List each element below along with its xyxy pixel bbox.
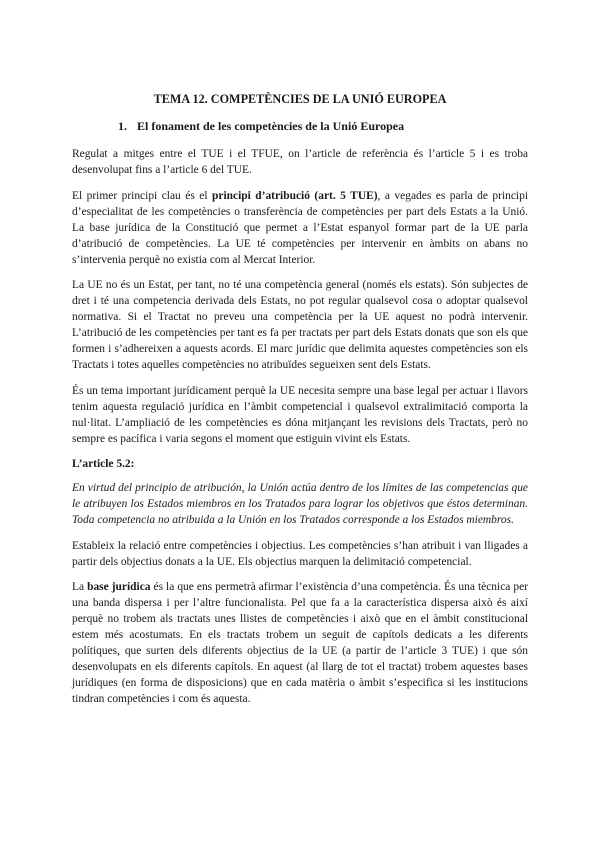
- section-title: El fonament de les competències de la Unió Europea: [137, 119, 405, 133]
- document-title: TEMA 12. COMPETÈNCIES DE LA UNIÓ EUROPEA: [153, 92, 447, 106]
- paragraph-6-text-end: és la que ens permetrà afirmar l’existència d’una competència. És una tècnica per una banda dispersa i per l’altre funcionalista. Pel que fa a la característica dispersa això és així perquè no trobem als tractats unes llistes de competències i això que en el àmbit constitucional estem més acostumats. En els tractats trobem un seguit de capítols dedicats a les diferents polítiques, que surten dels diferents objectius de la UE (a partir de l’article 3 TUE) i que són desenvolupats en els diferents capítols. En aquest (al llarg de tot el tractat) trobem aquestes bases jurídiques (en forma de disposicions) que en cada matèria o àmbit s’especifica si les institucions tindran competències i com és aquesta.: [72, 581, 528, 705]
- section-number: 1.: [118, 119, 127, 133]
- paragraph-1: Regulat a mitges entre el TUE i el TFUE, on l’article de referència és l’article 5 i es troba desenvolupat fins a l’article 6 del TUE.: [72, 148, 528, 176]
- paragraph-6: [72, 579, 528, 707]
- paragraph-5: Estableix la relació entre competències i objectius. Les competències s’han atribuit i van lligades a partir dels objectius donats a la UE. Els objectius marquen la delimitació competencial.: [72, 539, 528, 568]
- document-page: [72, 92, 528, 717]
- paragraph-3: La UE no és un Estat, per tant, no té una competència general (només els estats). Són subjectes de dret i té una competencia derivada dels Estats, no pot regular qualsevol cosa o adoptar qualsevol normativa. Si el Tractat no preveu una competència per la UE aquest no podrà intervenir. L’atribució de les competències per tant es fa per tractats per part dels Estats donats que son els que formen i s’adhereixen a aquests acords. El marc jurídic que delimita aquestes competències son els Tractats i totes aquelles competències no atribuïdes segueixen sent dels Estats.: [72, 279, 528, 371]
- section-heading: [118, 119, 528, 134]
- article-quote: En virtud del principio de atribución, la Unión actúa dentro de los límites de las competencias que le atribuyen los Estados miembros en los Tratados para lograr los objetivos que éstos determinan. Toda competencia no atribuida a la Unión en los Tratados corresponde a los Estados miembros.: [72, 482, 528, 526]
- paragraph-4: És un tema important jurídicament perquè la UE necesita sempre una base legal per actuar i llavors tenim aquesta regulació jurídica en l’àmbit competencial i qualsevol extralimitació comporta la nul·litat. L’ampliació de les competències es dóna mitjançant les revisions dels Tractats, però no sempre es pacífica i varia segons el moment que estiguin vivint els Estats.: [72, 384, 528, 445]
- article-heading: L’article 5.2:: [72, 458, 135, 470]
- paragraph-2-text-end: , a vegades es parla de principi d’especialitat de les competències o transferència de competències per part dels Estats a la Unió. La base jurídica de la Constitució que permet a l’Estat espanyol formar part de la UE parla d’atribució de competències. La UE té competències per intervenir en àmbits on abans no s’intervenia perquè no existia com al Mercat Interior.: [72, 189, 528, 266]
- paragraph-6-bold: base jurídica: [87, 581, 151, 593]
- paragraph-2-bold: principi d’atribució (art. 5 TUE): [212, 189, 378, 202]
- paragraph-2: [72, 188, 528, 268]
- paragraph-2-text-start: El primer principi clau és el: [72, 189, 213, 202]
- paragraph-6-text-start: La: [72, 581, 88, 593]
